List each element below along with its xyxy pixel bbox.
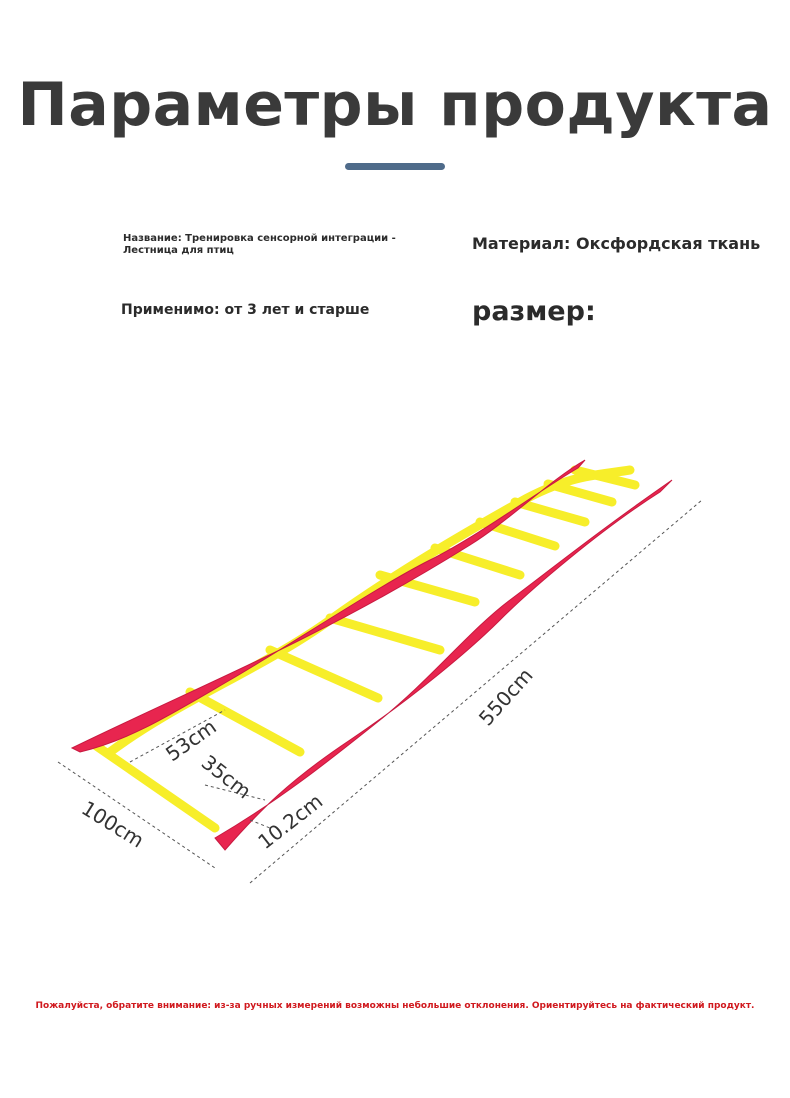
spec-applicable-age: Применимо: от 3 лет и старше	[121, 302, 370, 318]
dimension-rung-spacing: 53cm	[161, 714, 221, 767]
ladder-product-image	[0, 440, 790, 900]
spec-size-label: размер:	[472, 296, 596, 327]
dimension-width: 100cm	[77, 795, 149, 853]
page-title: Параметры продукта	[17, 70, 773, 140]
title-underline	[345, 163, 445, 170]
spec-name: Название: Тренировка сенсорной интеграции - Лестница для птиц	[123, 233, 396, 256]
disclaimer-note: Пожалуйста, обратите внимание: из-за ручных измерений возможны небольшие отклонения. Ориентируйтесь на фактический продукт.	[35, 1001, 755, 1011]
dimension-length: 550cm	[473, 663, 538, 731]
dimension-strap-width: 10.2cm	[253, 788, 328, 854]
ladder-rungs	[95, 470, 635, 828]
dimension-cell-width: 35cm	[196, 750, 256, 804]
spec-material: Материал: Оксфордская ткань	[472, 234, 761, 253]
dimension-lines	[58, 500, 702, 883]
